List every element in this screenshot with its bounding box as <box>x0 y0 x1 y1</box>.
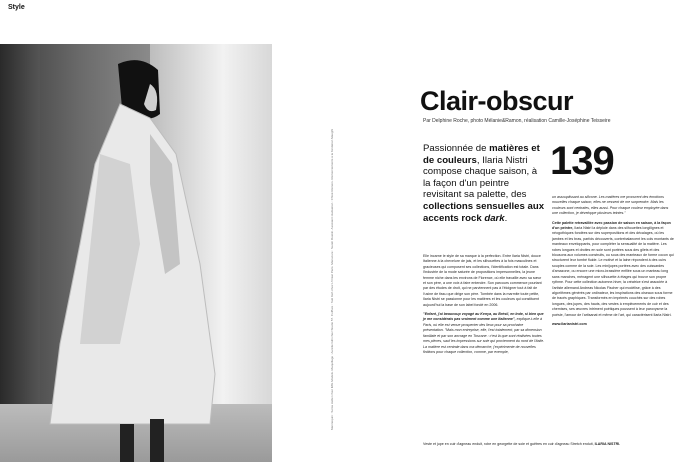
lede-bold-italic: dark <box>484 212 505 224</box>
model-figure <box>0 44 272 462</box>
lede-text: , Ilaria Nistri compose chaque saison, à la façon d'un peintre revisitant sa palette, des <box>423 154 538 201</box>
body-paragraph <box>552 221 674 318</box>
lede-bold: matières et de couleurs <box>423 143 540 166</box>
caption-brand: ILARIA NISTRI. <box>594 442 621 446</box>
byline: Par Delphine Roche, photo Mélanie&Ramon, réalisation Camille-Joséphine Teisseire <box>423 118 611 124</box>
lede-bold: collections sensuelles aux accents rock <box>423 200 545 224</box>
body-column-1 <box>423 254 545 359</box>
caption-text: Veste et jupe en cuir d'agneau enduit, robe en georgette de soie et guêtres en cuir d'agneau Stretch enduit, <box>423 442 595 446</box>
body-paragraph: un assouplissant au silicone. Les matières me procurent des émotions nouvelles chaque saison, elles ne cessent de me surprendre. Mais les couleurs sont centrales, elles aussi. Pour chaque couleur employée dans une collection, je développe plusieurs teintes." <box>552 195 669 216</box>
website-url[interactable]: www.ilarianistri.com <box>552 321 587 326</box>
lede-text: Passionnée de <box>423 143 490 154</box>
section-label: Style <box>8 4 25 11</box>
lede-text: . <box>504 212 508 224</box>
body-column-2 <box>552 195 674 331</box>
quote-text: explique-t-elle à Paris, où elle est venue prospecter des lieux pour sa prochaine présentation. "Mais mon entreprise, elle, l'est totalement, par sa dimension familiale et par son ancrage en Toscane : c'est là que sont réalisées toutes mes pièces, sauf les impressions sur soie qui proviennent du nord de l'Italie. La matière est centrale dans ma démarche, j'expérimente de nouvelles finitions pour chaque collection, comme, par exemple, <box>423 317 545 354</box>
article-title: Clair-obscur <box>420 86 574 116</box>
paragraph-lead: Cette palette retravaillée avec passion de saison en saison, à la façon d'un peintre, <box>552 220 671 231</box>
page-number: 139 <box>550 139 614 183</box>
photo-caption <box>423 442 683 446</box>
fashion-photo <box>0 44 272 462</box>
paragraph-text: Ilaria Nistri la déploie dans des silhouettes longilignes et néogothiques fondées sur des superpositions et des décalages, où les jambes et les bras, parfois découverts, contrebalancent les cols montants de manteaux enveloppants, pour compléter la sensualité de la matière. Les robes longues et droites en soie sont portées sous des gilets et des blousons aux volumes construits, ou sous des manteaux de forme cocon qui structurent leur tombé fluide. Le motivé et la laine répondent à des cuirs souples comme de la soie. Les minijupes portées avec des cuissardes d'amazone, ou encore une micro-brassière enfilée sous un manteau long sans manches, ménagent une silhouette à étages qui trouve son propre rythme. Pour cette collection automne-hiver, la créatrice s'est associée à l'artiste allemand Andreas Nicolas Fischer qui modélise, grâce à des algorithmes générés par ordinateur, les inspirations des oiseaux sous forme de tracés graphiques. Transformés en imprimés couchés sur des robes longues, des jupes, des hauts, des vestes à empiècements de cuir et des chemises, ses œuvres intriment poétiques poussent à leur paroxysme la poésie, l'amour de l'artisanat et même de l'art, qui caractérisent Ilaria Nistri. <box>552 226 674 317</box>
lede-paragraph <box>423 143 545 224</box>
quote-bold: "Enfant, j'ai beaucoup voyagé au Kenya, au Brésil, en Inde, si bien que je me considérais pas vraiment comme une Italienne", <box>423 312 544 322</box>
body-paragraph: Elle incarne le style de sa marque à la perfection. Entre Ilaria Nistri, douce Italienne à la chevelure de jais, et les silhouettes à la fois masculines et gracieuses qui composent ses collections, l'identification est totale. Dans l'industrie de la mode saturée de propositions impersonnelles, la jeune femme niche dans les environs de Florence, où elle travaille avec sa sœur et son père, a une voix à faire entendre. Son parcours commence pourtant par des études de droit, qui ne parviennent pas à l'éloigner tout à fait de l'usine de tissu que dirige son père. Tombée dans la marmite toute petite, Ilaria Nistri se passionne pour les matières et les couleurs qui constituent aujourd'hui la base de son label fondé en 2006. <box>423 254 542 307</box>
quote-paragraph <box>423 312 545 355</box>
photo-credit: Mannequin : Sonia Heller chez IMG Models. Maquillage : Aurélie Gilli chez Studio 57. Coiffure : Taki Keh chez L'Oréal Paris. Manucure : Sarah Ruskin. Assistant réalisation : Chloé Reiners. Remerciements à la fondation Maeght <box>330 128 334 430</box>
